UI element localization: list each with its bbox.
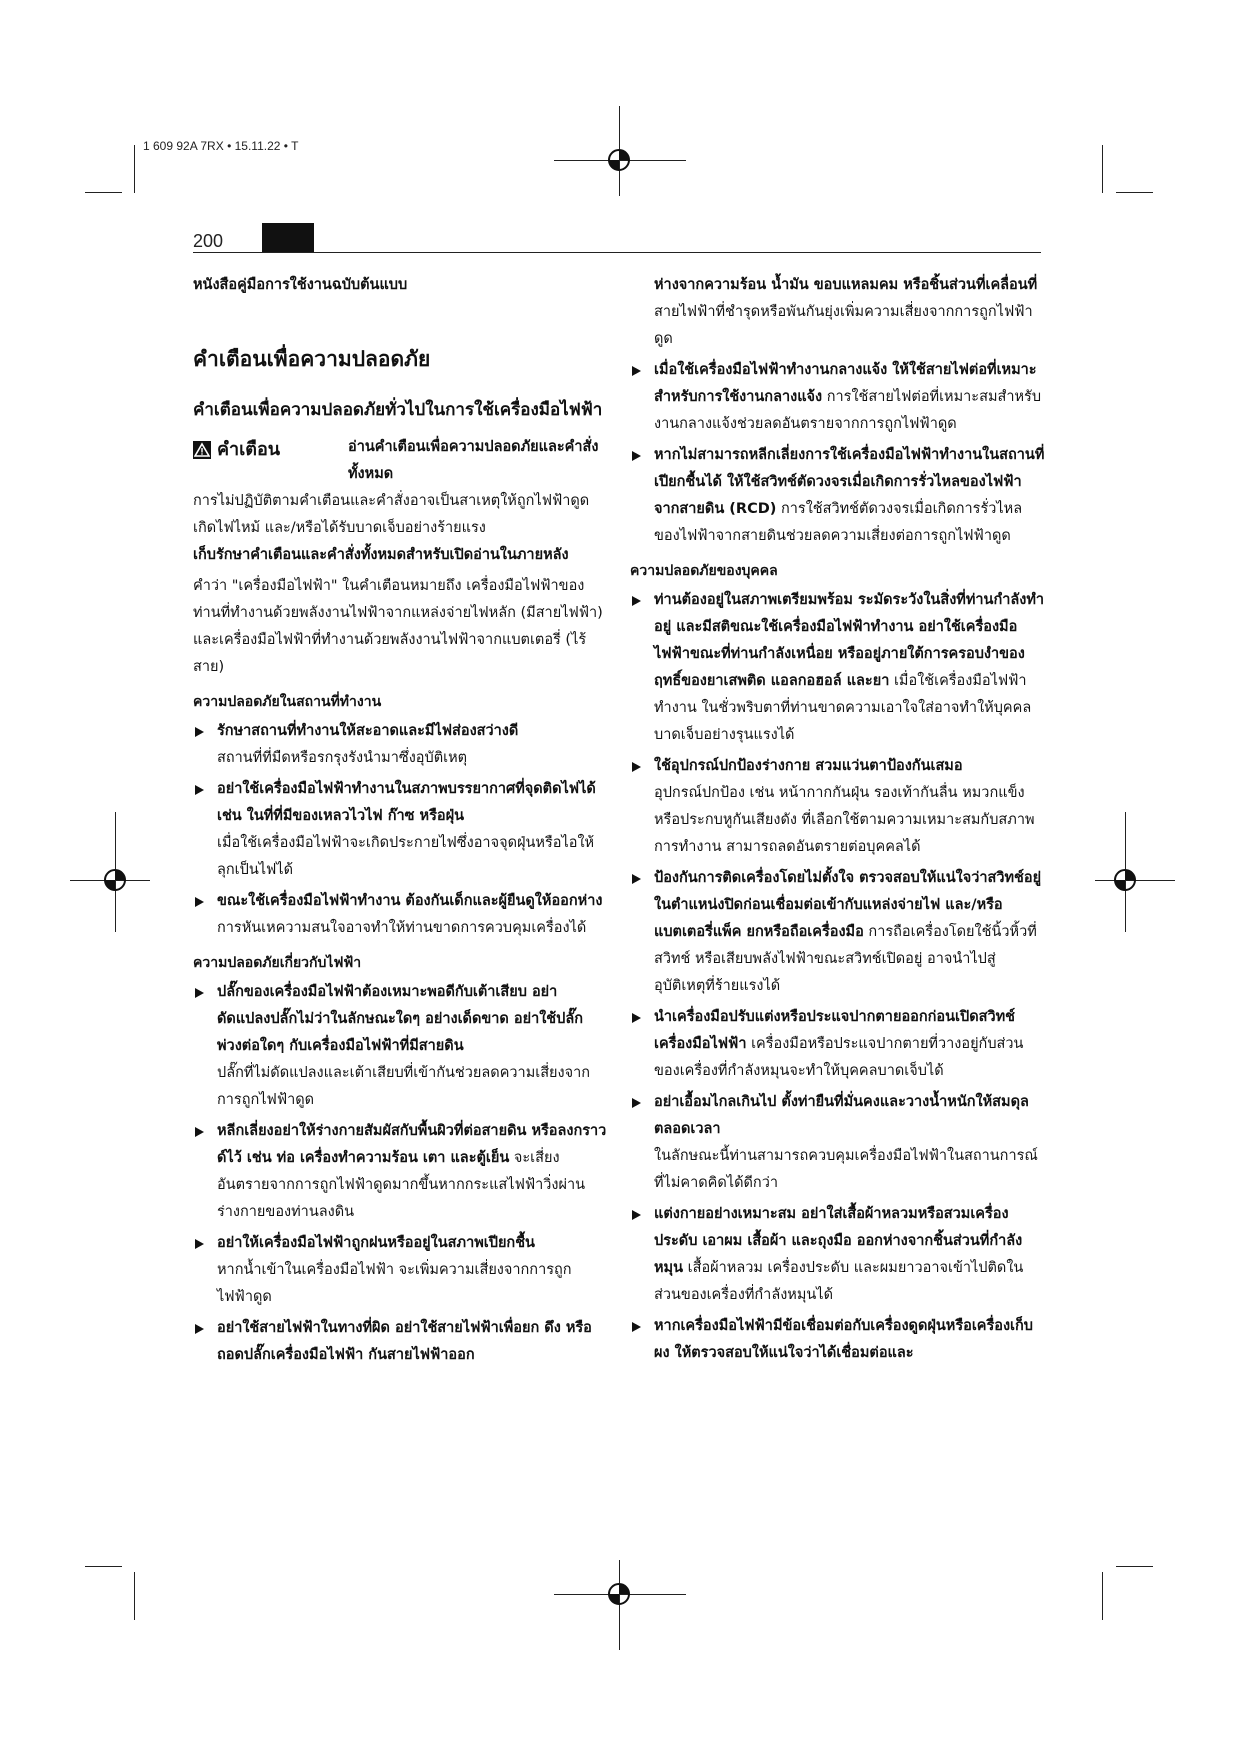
subsection-title: คำเตือนเพื่อความปลอดภัยทั่วไปในการใช้เครื่องมือไฟฟ้า xyxy=(193,400,603,420)
list-item: แต่งกายอย่างเหมาะสม อย่าใส่เสื้อผ้าหลวมหรือสวมเครื่องประดับ เอาผม เสื้อผ้า และถุงมือ ออกห่างจากชิ้นส่วนที่กำลังหมุน เสื้อผ้าหลวม เครื่องประดับ และผมยาวอาจเข้าไปติดในส่วนของเครื่องที่กำลังหมุนได้ xyxy=(630,1201,1045,1309)
list-item: ปลั๊กของเครื่องมือไฟฟ้าต้องเหมาะพอดีกับเต้าเสียบ อย่าดัดแปลงปลั๊กไม่ว่าในลักษณะใดๆ อย่างเด็ดขาด อย่าใช้ปลั๊กพ่วงต่อใดๆ กับเครื่องมือไฟฟ้าที่มีสายดิน ปลั๊กที่ไม่ดัดแปลงและเต้าเสียบที่เข้ากันช่วยลดความเสี่ยงจากการถูกไฟฟ้าดูด xyxy=(193,979,607,1114)
warning-label: คำเตือน xyxy=(217,439,281,460)
continued-item: ห่างจากความร้อน น้ำมัน ขอบแหลมคม หรือชิ้นส่วนที่เคลื่อนที่ สายไฟฟ้าที่ชำรุดหรือพันกันยุ่งเพิ่มความเสี่ยงจากการถูกไฟฟ้าดูด xyxy=(654,277,1038,347)
bullet-triangle-icon xyxy=(632,874,641,884)
bullet-triangle-icon xyxy=(632,451,641,461)
page-tab xyxy=(262,223,314,252)
page-number: 200 xyxy=(193,231,224,251)
list-item: ท่านต้องอยู่ในสภาพเตรียมพร้อม ระมัดระวังในสิ่งที่ท่านกำลังทำอยู่ และมีสติขณะใช้เครื่องมือไฟฟ้าทำงาน อย่าใช้เครื่องมือไฟฟ้าขณะที่ท่านกำลังเหนื่อย หรืออยู่ภายใต้การครอบงำของฤทธิ์ของยาเสพติด แอลกอฮอล์ และยา เมื่อใช้เครื่องมือไฟฟ้าทำงาน ในชั่วพริบตาที่ท่านขาดความเอาใจใส่อาจทำให้บุคคลบาดเจ็บอย่างรุนแรงได้ xyxy=(630,587,1045,749)
definition-text: คำว่า "เครื่องมือไฟฟ้า" ในคำเตือนหมายถึง เครื่องมือไฟฟ้าของท่านที่ทำงานด้วยพลังงานไฟฟ้าจากแหล่งจ่ายไฟหลัก (มีสายไฟฟ้า) และเครื่องมือไฟฟ้าที่ทำงานด้วยพลังงานไฟฟ้าจากแบตเตอรี่ (ไร้สาย) xyxy=(193,578,603,675)
list-item: เมื่อใช้เครื่องมือไฟฟ้าทำงานกลางแจ้ง ให้ใช้สายไฟต่อที่เหมาะสำหรับการใช้งานกลางแจ้ง การใช้สายไฟต่อที่เหมาะสมสำหรับงานกลางแจ้งช่วยลดอันตรายจากการถูกไฟฟ้าดูด xyxy=(630,357,1045,438)
crop-mark xyxy=(134,145,135,193)
registration-target-icon xyxy=(103,868,127,892)
bullet-triangle-icon xyxy=(195,897,204,907)
work-area-heading: ความปลอดภัยในสถานที่ทำงาน xyxy=(193,694,382,710)
warning-text: การไม่ปฏิบัติตามคำเตือนและคำสั่งอาจเป็นสาเหตุให้ถูกไฟฟ้าดูด เกิดไฟไหม้ และ/หรือได้รับบาดเจ็บอย่างร้ายแรง xyxy=(193,493,590,536)
electrical-heading: ความปลอดภัยเกี่ยวกับไฟฟ้า xyxy=(193,955,362,971)
list-item: นำเครื่องมือปรับแต่งหรือประแจปากตายออกก่อนเปิดสวิทช์เครื่องมือไฟฟ้า เครื่องมือหรือประแจปากตายที่วางอยู่กับส่วนของเครื่องที่กำลังหมุนจะทำให้บุคคลบาดเจ็บได้ xyxy=(630,1004,1045,1085)
bullet-triangle-icon xyxy=(632,1013,641,1023)
registration-target-icon xyxy=(607,1582,631,1606)
bullet-triangle-icon xyxy=(632,1098,641,1108)
warning-bold: อ่านคำเตือนเพื่อความปลอดภัยและคำสั่งทั้งหมด xyxy=(348,439,599,482)
list-item: ขณะใช้เครื่องมือไฟฟ้าทำงาน ต้องกันเด็กและผู้ยืนดูให้ออกห่าง การหันเหความสนใจอาจทำให้ท่านขาดการควบคุมเครื่องได้ xyxy=(193,888,607,942)
keep-instructions: เก็บรักษาคำเตือนและคำสั่งทั้งหมดสำหรับเปิดอ่านในภายหลัง xyxy=(193,547,569,563)
left-column xyxy=(193,272,607,1373)
crop-mark xyxy=(1102,145,1103,193)
bullet-triangle-icon xyxy=(632,596,641,606)
bullet-triangle-icon xyxy=(632,762,641,772)
list-item: อย่าเอื้อมไกลเกินไป ตั้งท่ายืนที่มั่นคงและวางน้ำหนักให้สมดุลตลอดเวลา ในลักษณะนี้ท่านสามารถควบคุมเครื่องมือไฟฟ้าในสถานการณ์ที่ไม่คาดคิดได้ดีกว่า xyxy=(630,1089,1045,1197)
registration-target-icon xyxy=(607,148,631,172)
document-title: หนังสือคู่มือการใช้งานฉบับต้นแบบ xyxy=(193,277,408,293)
crop-mark xyxy=(1116,1566,1153,1567)
list-item: อย่าใช้เครื่องมือไฟฟ้าทำงานในสภาพบรรยากาศที่จุดติดไฟได้ เช่น ในที่ที่มีของเหลวไวไฟ ก๊าซ หรือฝุ่น เมื่อใช้เครื่องมือไฟฟ้าจะเกิดประกายไฟซึ่งอาจจุดฝุ่นหรือไอให้ลุกเป็นไฟได้ xyxy=(193,776,607,884)
list-item: อย่าให้เครื่องมือไฟฟ้าถูกฝนหรืออยู่ในสภาพเปียกชื้น หากน้ำเข้าในเครื่องมือไฟฟ้า จะเพิ่มความเสี่ยงจากการถูกไฟฟ้าดูด xyxy=(193,1230,607,1311)
bullet-triangle-icon xyxy=(632,1210,641,1220)
bullet-triangle-icon xyxy=(195,1324,204,1334)
list-item: หากเครื่องมือไฟฟ้ามีข้อเชื่อมต่อกับเครื่องดูดฝุ่นหรือเครื่องเก็บผง ให้ตรวจสอบให้แน่ใจว่าได้เชื่อมต่อและ xyxy=(630,1313,1045,1367)
list-item: อย่าใช้สายไฟฟ้าในทางที่ผิด อย่าใช้สายไฟฟ้าเพื่อยก ดึง หรือถอดปลั๊กเครื่องมือไฟฟ้า กันสายไฟฟ้าออก xyxy=(193,1315,607,1369)
list-item: ป้องกันการติดเครื่องโดยไม่ตั้งใจ ตรวจสอบให้แน่ใจว่าสวิทช์อยู่ในตำแหน่งปิดก่อนเชื่อมต่อเข้ากับแหล่งจ่ายไฟ และ/หรือแบตเตอรี่แพ็ค ยกหรือถือเครื่องมือ การถือเครื่องโดยใช้นิ้วหิ้วที่สวิทช์ หรือเสียบพลังไฟฟ้าขณะสวิทช์เปิดอยู่ อาจนำไปสู่อุบัติเหตุที่ร้ายแรงได้ xyxy=(630,865,1045,1000)
print-info: 1 609 92A 7RX • 15.11.22 • T xyxy=(143,139,299,153)
warning-triangle-icon xyxy=(193,441,211,459)
list-item: หลีกเลี่ยงอย่าให้ร่างกายสัมผัสกับพื้นผิวที่ต่อสายดิน หรือลงกราวด์ไว้ เช่น ท่อ เครื่องทำความร้อน เตา และตู้เย็น จะเสี่ยงอันตรายจากการถูกไฟฟ้าดูดมากขึ้นหากกระแสไฟฟ้าวิ่งผ่านร่างกายของท่านลงดิน xyxy=(193,1118,607,1226)
header-rule xyxy=(193,252,1041,253)
list-item: หากไม่สามารถหลีกเลี่ยงการใช้เครื่องมือไฟฟ้าทำงานในสถานที่เปียกชื้นได้ ให้ใช้สวิทช์ตัดวงจรเมื่อเกิดการรั่วไหลของไฟฟ้าจากสายดิน (RCD) การใช้สวิทช์ตัดวงจรเมื่อเกิดการรั่วไหลของไฟฟ้าจากสายดินช่วยลดความเสี่ยงต่อการถูกไฟฟ้าดูด xyxy=(630,442,1045,550)
bullet-triangle-icon xyxy=(195,1127,204,1137)
crop-mark xyxy=(1116,192,1153,193)
bullet-triangle-icon xyxy=(632,1322,641,1332)
personal-heading: ความปลอดภัยของบุคคล xyxy=(630,563,778,579)
bullet-triangle-icon xyxy=(195,988,204,998)
bullet-triangle-icon xyxy=(195,727,204,737)
section-title: คำเตือนเพื่อความปลอดภัย xyxy=(193,347,431,371)
bullet-triangle-icon xyxy=(195,1239,204,1249)
crop-mark xyxy=(85,192,122,193)
bullet-triangle-icon xyxy=(632,366,641,376)
crop-mark xyxy=(1102,1572,1103,1620)
crop-mark xyxy=(85,1566,122,1567)
bullet-triangle-icon xyxy=(195,785,204,795)
registration-target-icon xyxy=(1113,868,1137,892)
list-item: ใช้อุปกรณ์ปกป้องร่างกาย สวมแว่นตาป้องกันเสมอ อุปกรณ์ปกป้อง เช่น หน้ากากกันฝุ่น รองเท้ากันลื่น หมวกแข็ง หรือประกบหูกันเสียงดัง ที่เลือกใช้ตามความเหมาะสมกับสภาพการทำงาน สามารถลดอันตรายต่อบุคคลได้ xyxy=(630,753,1045,861)
right-column xyxy=(630,272,1045,1371)
list-item: รักษาสถานที่ทำงานให้สะอาดและมีไฟส่องสว่างดี สถานที่ที่มืดหรือรกรุงรังนำมาซึ่งอุบัติเหตุ xyxy=(193,718,607,772)
warning-block xyxy=(193,434,607,488)
crop-mark xyxy=(134,1572,135,1620)
